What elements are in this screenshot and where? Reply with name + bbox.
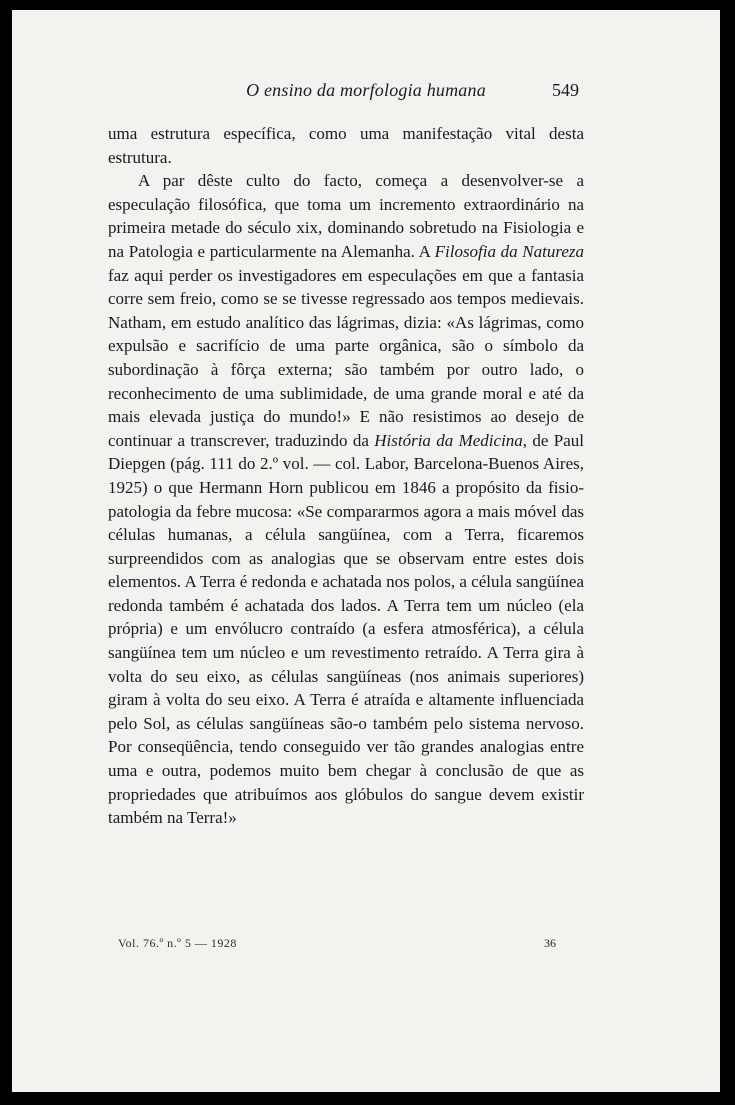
page-header <box>12 80 720 104</box>
running-title: O ensino da morfologia humana <box>246 80 486 100</box>
book-title-historia-da-medicina: História da Medicina <box>374 430 523 450</box>
page-number: 549 <box>552 80 579 100</box>
paragraph-2-text-3: , de Paul Diepgen (pág. 111 do 2.º vol. — col. Labor, Barcelona-Buenos Aires, 1925) o que Hermann Horn publicou em 1846 a propósito da fisio-patologia da febre mucosa: «Se compararmos agora a mais móvel das células humanas, a célula sangüínea, com a Terra, ficaremos surpreendidos com as analogias que se observam entre estes dois elementos. A Terra é redonda e achatada nos polos, a célula sangüínea redonda também é achatada dos lados. A Terra tem um núcleo (ela própria) e um envólucro contraído (a esfera atmosférica), a célula sangüínea tem um núcleo e um revestimento retraído. A Terra gira à volta do seu eixo, as células sangüíneas (nos animais superiores) giram à volta do seu eixo. A Terra é atraída e altamente influenciada pelo Sol, as células sangüíneas são-o também pelo sistema nervoso. Por conseqüência, tendo conseguido ver tão grandes analogias entre uma e outra, podemos muito bem chegar à conclusão de que as propriedades que atribuímos aos glóbulos do sangue devem existir também na Terra!» <box>108 430 584 828</box>
paragraph-2-text-2: faz aqui perder os investigadores em especulações em que a fantasia corre sem freio, como se se tivesse regressado aos tempos medievais. Natham, em estudo analítico das lágrimas, dizia: «As lágrimas, como expulsão e sacrifício de uma parte orgânica, são o símbolo da subordinação à fôrça externa; são também por outro lado, o reconhecimento de uma sublimidade, de uma grande moral e até da mais elevada justiça do mundo!» E não resistimos ao desejo de continuar a transcrever, traduzindo da <box>108 265 584 450</box>
document-page <box>12 10 720 1092</box>
paragraph-2-text-1: A par dêste culto do facto, começa a desenvolver-se a especulação filosófica, que toma um incremento extraordinário na primeira metade do século xix, dominando sobretudo na Fisiologia e na Patologia e particularmente na Alemanha. A <box>108 171 584 261</box>
paragraph-2 <box>108 169 584 830</box>
book-title-filosofia-da-natureza: Filosofia da Natureza <box>434 241 584 261</box>
volume-line: Vol. 76.º n.º 5 — 1928 <box>118 936 237 950</box>
paragraph-1: uma estrutura específica, como uma manifestação vital desta estrutura. <box>108 124 584 167</box>
body-text <box>108 122 584 830</box>
signature-mark: 36 <box>544 936 556 950</box>
